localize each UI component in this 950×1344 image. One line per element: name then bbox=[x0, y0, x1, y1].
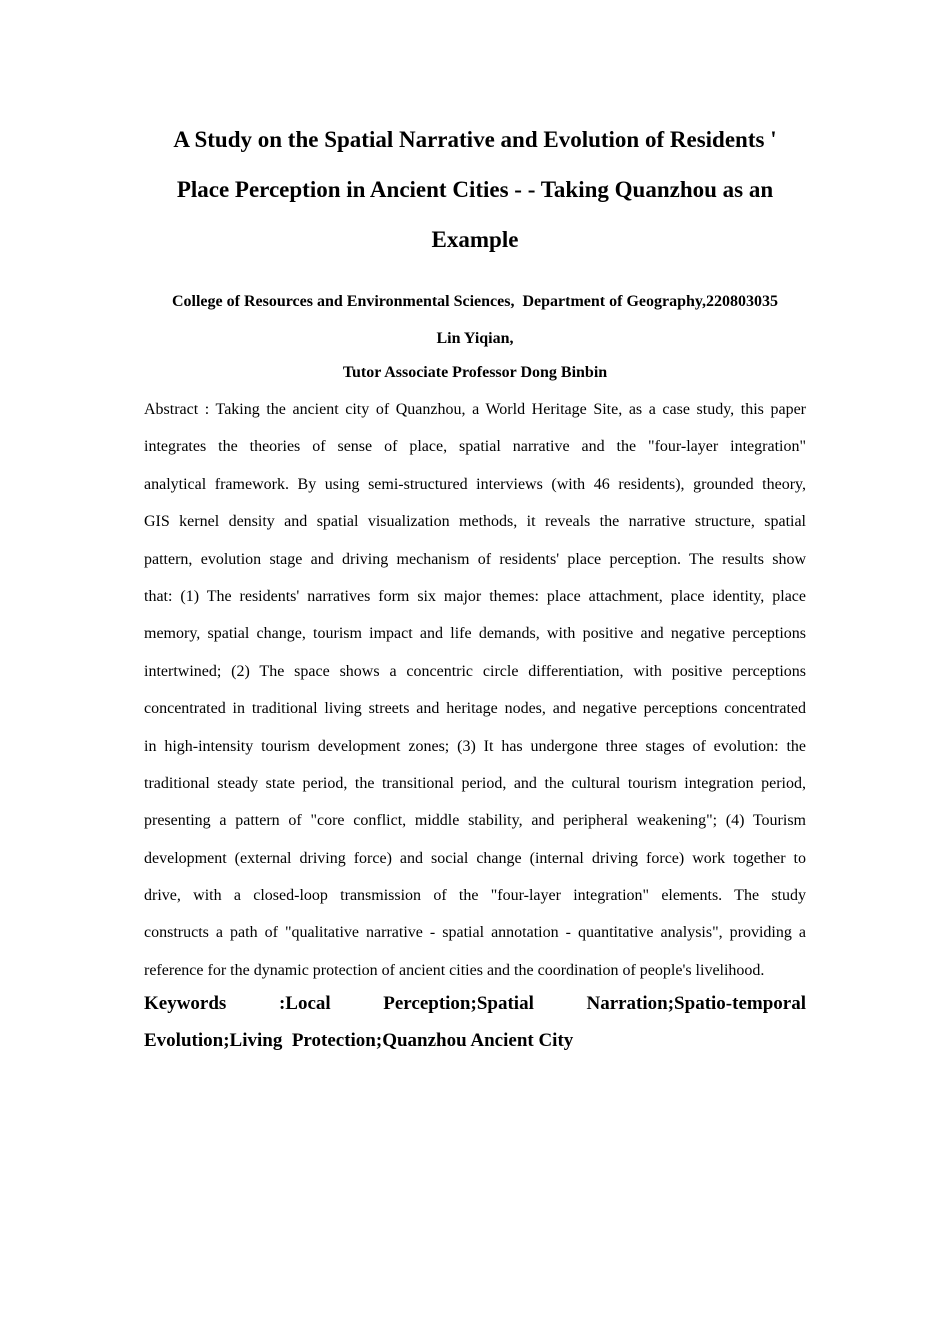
abstract-line: analytical framework. By using semi-structured interviews (with 46 residents), grounded theory, bbox=[144, 475, 806, 493]
abstract-line: GIS kernel density and spatial visualization methods, it reveals the narrative structure, spatial bbox=[144, 513, 806, 531]
title-line: A Study on the Spatial Narrative and Evolution of Residents ' bbox=[173, 127, 777, 152]
abstract-line: drive, with a closed-loop transmission of the "four-layer integration" elements. The study bbox=[144, 887, 806, 905]
abstract-line: development (external driving force) and social change (internal driving force) work together to bbox=[144, 849, 806, 867]
abstract-line: memory, spatial change, tourism impact and life demands, with positive and negative perceptions bbox=[144, 625, 806, 643]
keywords-label: Keywords bbox=[144, 993, 227, 1014]
keyword-fragment: Narration;Spatio-temporal bbox=[586, 993, 806, 1014]
abstract-line: concentrated in traditional living streets and heritage nodes, and negative perceptions concentrated bbox=[144, 700, 806, 718]
abstract-line: pattern, evolution stage and driving mechanism of residents' place perception. The results show bbox=[144, 550, 806, 568]
paper-title bbox=[140, 115, 810, 265]
keywords-line: Evolution;Living Protection;Quanzhou Ancient City bbox=[144, 1030, 574, 1051]
abstract-line: Abstract : Taking the ancient city of Quanzhou, a World Heritage Site, as a case study, this paper bbox=[144, 401, 806, 418]
abstract-line: in high-intensity tourism development zones; (3) It has undergone three stages of evolution: the bbox=[144, 737, 806, 755]
abstract-line: reference for the dynamic protection of ancient cities and the coordination of people's livelihood. bbox=[144, 961, 765, 979]
keywords bbox=[144, 985, 806, 1059]
abstract-line: intertwined; (2) The space shows a concentric circle differentiation, with positive perceptions bbox=[144, 662, 806, 680]
abstract-line: traditional steady state period, the transitional period, and the cultural tourism integration period, bbox=[144, 774, 806, 792]
title-line: Example bbox=[431, 227, 519, 252]
abstract-line: presenting a pattern of "core conflict, middle stability, and peripheral weakening"; (4) Tourism bbox=[144, 812, 806, 830]
tutor-name: Tutor Associate Professor Dong Binbin bbox=[342, 364, 608, 381]
abstract bbox=[144, 391, 806, 989]
abstract-line: constructs a path of "qualitative narrative - spatial annotation - quantitative analysis", providing a bbox=[144, 924, 806, 942]
abstract-line: integrates the theories of sense of place, spatial narrative and the "four-layer integration" bbox=[144, 438, 806, 456]
keywords-line bbox=[144, 985, 806, 1022]
author-name: Lin Yiqian, bbox=[436, 330, 514, 347]
author-affiliation: College of Resources and Environmental Sciences, Department of Geography,220803035 bbox=[171, 293, 779, 310]
title-line: Place Perception in Ancient Cities - - Taking Quanzhou as an bbox=[176, 177, 774, 202]
abstract-line: that: (1) The residents' narratives form six major themes: place attachment, place identity, place bbox=[144, 587, 806, 605]
keyword-fragment: :Local bbox=[278, 993, 331, 1014]
keyword-fragment: Perception;Spatial bbox=[383, 993, 534, 1014]
